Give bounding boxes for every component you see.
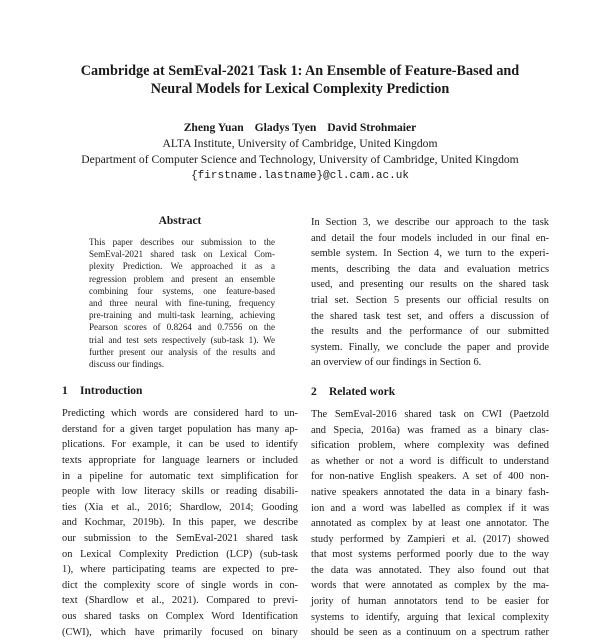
text-line: native speakers annotated the data in a binary fash- bbox=[311, 486, 549, 498]
right-column bbox=[311, 215, 549, 641]
title-line: Cambridge at SemEval-2021 Task 1: An Ensemble of Feature-Based and bbox=[80, 63, 520, 79]
author-name: Zheng Yuan bbox=[183, 121, 244, 134]
text-line: systems to identify, arguing that lexical complexity bbox=[311, 611, 549, 623]
text-line: pre-training and multi-task learning, achieving bbox=[89, 310, 275, 321]
text-line: sification problem, where complexity was defined bbox=[311, 440, 549, 452]
text-line: trial set. Section 5 presents our official results on bbox=[311, 294, 549, 306]
section-title: Related work bbox=[329, 385, 396, 398]
text-line: the shared task test set, and offers a discussion of bbox=[311, 310, 549, 322]
text-line: words that were annotated as complex by the ma- bbox=[311, 580, 549, 592]
introduction-body bbox=[62, 406, 298, 640]
text-line: annotated as complex by at least one annotator. The bbox=[311, 518, 549, 530]
author-email: {firstname.lastname}@cl.cam.ac.uk bbox=[191, 170, 409, 182]
text-line: dict the complexity score of single words in con- bbox=[62, 579, 298, 591]
text-line: in a pipeline for automatic text simplification for bbox=[62, 470, 298, 482]
text-line: the results and the performance of our submitted bbox=[311, 326, 549, 338]
author-name: Gladys Tyen bbox=[254, 121, 317, 134]
abstract-heading: Abstract bbox=[158, 215, 202, 227]
section-heading-related-work bbox=[311, 386, 549, 398]
text-line: semble system. In Section 4, we turn to the experi- bbox=[311, 248, 549, 260]
author-name: David Strohmaier bbox=[327, 121, 417, 134]
text-line: ties (Xia et al., 2016; Shardlow, 2014; Gooding bbox=[62, 501, 298, 513]
text-line: combining four systems, one feature-based bbox=[89, 285, 275, 296]
text-line: used, and presenting our results on the shared task bbox=[311, 279, 549, 291]
text-line: derstand for a given target population has many ap- bbox=[62, 423, 298, 435]
text-line: discuss our findings. bbox=[89, 359, 165, 370]
text-line: and Kochmar, 2019b). In this paper, we describe bbox=[62, 517, 298, 529]
text-line: The SemEval-2016 shared task on CWI (Paetzold bbox=[311, 408, 549, 420]
author-names bbox=[40, 120, 560, 136]
affiliation: Department of Computer Science and Technology, University of Cambridge, United Kingdom bbox=[81, 153, 519, 166]
text-line: plexity Prediction. We approached it as a bbox=[89, 261, 275, 272]
text-line: ments, describing the data and evaluation metrics bbox=[311, 263, 549, 275]
affiliation: ALTA Institute, University of Cambridge, United Kingdom bbox=[162, 137, 438, 150]
text-line: Predicting which words are considered hard to un- bbox=[62, 408, 298, 420]
text-line: texts appropriate for language learners or included bbox=[62, 455, 298, 467]
text-line: ous shared tasks on Complex Word Identification bbox=[62, 610, 298, 622]
text-line: should be seen as a continuum on a spectrum rather bbox=[311, 627, 549, 639]
text-line: the data was annotated. They also found out that bbox=[311, 564, 549, 576]
text-line: This paper describes our submission to the bbox=[89, 237, 275, 247]
text-line: and Specia, 2016a) was framed as a binary clas- bbox=[311, 424, 549, 436]
text-line: trial and test sets respectively (sub-task 1). We bbox=[89, 334, 275, 345]
text-line: plications. For example, it can be used to identify bbox=[62, 439, 298, 451]
text-line: that most systems performed poorly due to the way bbox=[311, 549, 549, 561]
text-line: text (Shardlow et al., 2021). Compared to previ- bbox=[62, 595, 298, 607]
text-line: (CWI), which have primarily focused on binary bbox=[62, 626, 298, 638]
text-line: jority of human annotators tend to be easier for bbox=[311, 596, 549, 608]
section-overview-body bbox=[311, 215, 549, 371]
text-line: SemEval-2021 shared task on Lexical Com- bbox=[89, 249, 275, 260]
text-line: system. Finally, we conclude the paper and provide bbox=[311, 341, 549, 353]
text-line: further present our analysis of the results and bbox=[89, 346, 275, 357]
title-line: Neural Models for Lexical Complexity Prediction bbox=[150, 81, 450, 97]
text-line: In Section 3, we describe our approach to the task bbox=[311, 217, 549, 228]
text-line: and three neural with fine-tuning, frequency bbox=[89, 298, 275, 309]
section-number: 2 bbox=[311, 385, 317, 398]
text-line: for non-native English speakers. A set of 400 non- bbox=[311, 471, 549, 483]
text-line: people with low literacy skills or reading disabili- bbox=[62, 486, 298, 498]
related-work-body bbox=[311, 407, 549, 641]
section-number: 1 bbox=[62, 385, 68, 398]
text-line: our submission to the SemEval-2021 shared task bbox=[62, 532, 298, 544]
text-line: 1), where participating teams are expected to pre- bbox=[62, 564, 298, 576]
section-title: Introduction bbox=[80, 385, 143, 398]
abstract-body bbox=[89, 236, 275, 370]
text-line: study performed by Zampieri et al. (2017) showed bbox=[311, 533, 549, 545]
text-line: ion and a word was labelled as complex if it was bbox=[311, 502, 549, 514]
paper-title bbox=[40, 62, 560, 98]
author-block bbox=[40, 120, 560, 184]
text-line: on Lexical Complexity Prediction (LCP) (sub-task bbox=[62, 548, 298, 560]
section-heading-introduction bbox=[62, 385, 298, 397]
text-line: regression problem and present an ensemble bbox=[89, 273, 275, 284]
text-line: and detail the four models included in our final en- bbox=[311, 232, 549, 244]
left-column bbox=[62, 215, 298, 640]
text-line: Pearson scores of 0.8264 and 0.7556 on the bbox=[89, 322, 275, 333]
text-line: as whether or not a word is difficult to understand bbox=[311, 455, 549, 467]
text-line: an overview of our findings in Section 6. bbox=[311, 357, 482, 369]
